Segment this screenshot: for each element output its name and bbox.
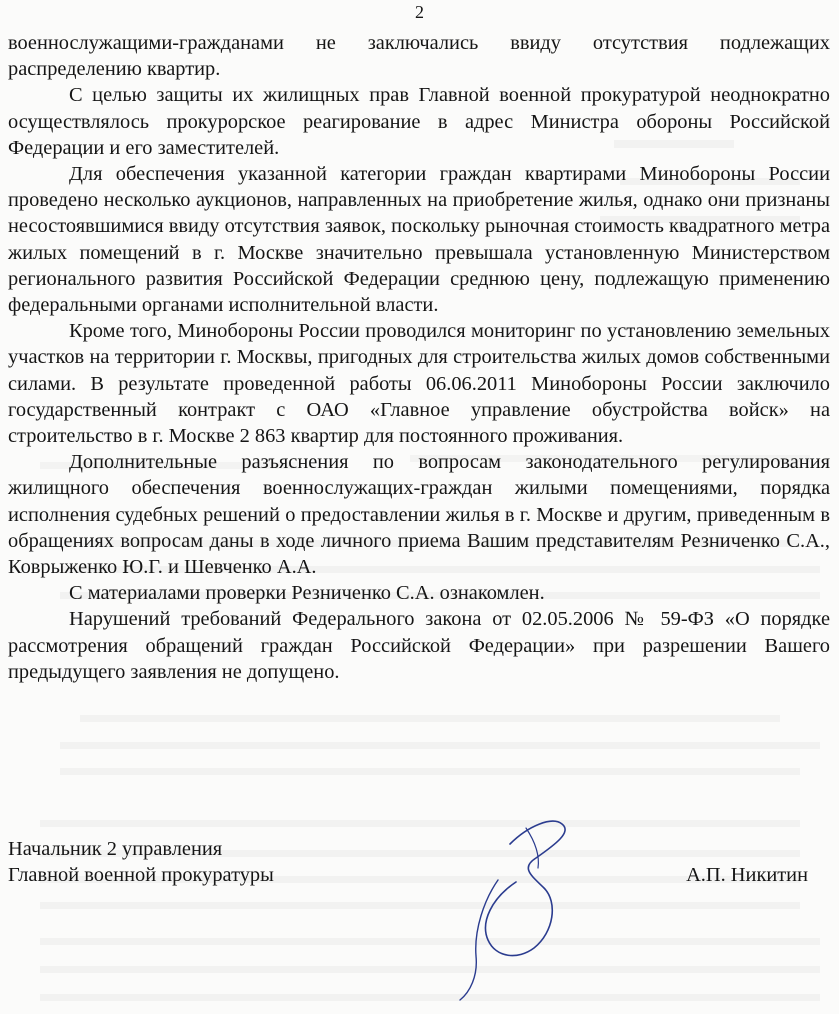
paragraph-continuation: военнослужащими-гражданами не заключались ввиду отсутствия подлежащих распределению квартир. xyxy=(8,32,830,81)
signatory-name: А.П. Никитин xyxy=(686,864,808,886)
paragraph-materials-review: С материалами проверки Резниченко С.А. ознакомлен. xyxy=(69,582,545,605)
signatory-title-line-1: Начальник 2 управления xyxy=(8,838,223,860)
signatory-title-line-2: Главной военной прокуратуры xyxy=(8,864,274,886)
paragraph-prosecutor-response: С целью защиты их жилищных прав Главной военной прокуратурой неоднократно осуществлялось прокурорское реагирование в адрес Министра обороны Российской Федерации и его заместителей. xyxy=(8,84,830,159)
paragraph-construction-contract: Кроме того, Минобороны России проводился мониторинг по установлению земельных участков на территории г. Москвы, пригодных для строительства жилых домов собственными силами. В результате проведенной работы 06.06.2011 Минобороны России заключило государственный контракт с ОАО «Главное управление обустройства войск» на строительство в г. Москве 2 863 квартир для постоянного проживания. xyxy=(8,320,830,448)
page-number: 2 xyxy=(415,2,424,22)
paragraph-additional-clarifications: Дополнительные разъяснения по вопросам законодательного регулирования жилищного обеспечения военнослужащих-граждан жилыми помещениями, порядка исполнения судебных решений о предоставлении жилья в г. Москве и другим, приведенным в обращениях вопросам даны в ходе личного приема Вашим представителям Резниченко С.А., Коврыженко Ю.Г. и Шевченко А.А. xyxy=(8,451,830,579)
letter-body xyxy=(8,30,830,685)
paragraph-auctions: Для обеспечения указанной категории граждан квартирами Минобороны России проведено несколько аукционов, направленных на приобретение жилья, однако они признаны несостоявшимися ввиду отсутствия заявок, поскольку рыночная стоимость квадратного метра жилых помещений в г. Москве значительно превышала установленную Министерством регионального развития Российской Федерации среднюю цену, подлежащую применению федеральными органами исполнительной власти. xyxy=(8,163,830,317)
handwritten-signature xyxy=(440,798,590,1003)
paragraph-no-violations: Нарушений требований Федерального закона от 02.05.2006 № 59-ФЗ «О порядке рассмотрения обращений граждан Российской Федерации» при разрешении Вашего предыдущего заявления не допущено. xyxy=(8,608,830,683)
